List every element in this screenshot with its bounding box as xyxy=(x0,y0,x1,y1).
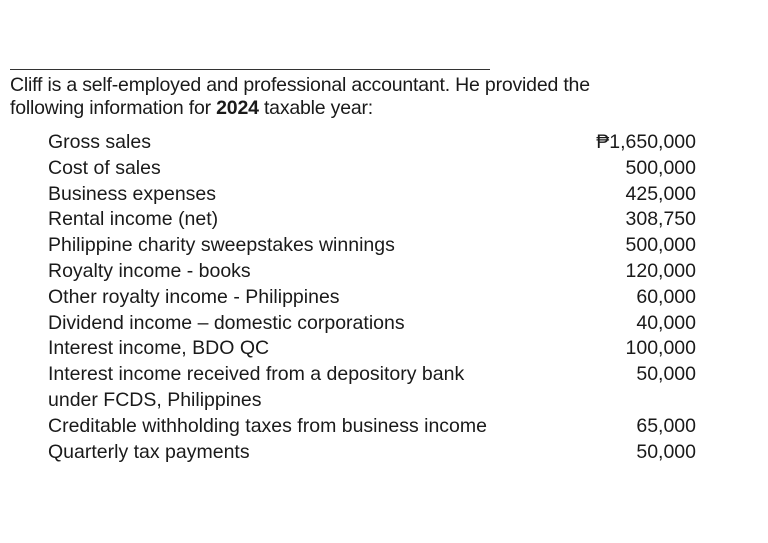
item-row-business-expenses xyxy=(48,182,708,208)
item-label: Other royalty income - Philippines xyxy=(48,285,340,308)
item-row-gross-sales xyxy=(48,130,708,156)
item-row-royalty-books xyxy=(48,259,708,285)
item-amount: 40,000 xyxy=(636,311,696,334)
item-label: Dividend income – domestic corporations xyxy=(48,311,405,334)
item-amount: 308,750 xyxy=(625,208,696,231)
item-amount: 100,000 xyxy=(625,337,696,360)
taxable-year: 2024 xyxy=(216,97,259,119)
item-amount: 65,000 xyxy=(636,414,696,437)
intro-line-2 xyxy=(10,97,710,120)
item-label: Cost of sales xyxy=(48,156,161,179)
item-label: Royalty income - books xyxy=(48,259,251,282)
item-row-creditable-withholding xyxy=(48,414,708,440)
item-label: Rental income (net) xyxy=(48,208,219,231)
intro-line-2-prefix: following information for xyxy=(10,97,217,119)
item-amount: 50,000 xyxy=(636,363,696,386)
item-row-interest-bdo xyxy=(48,336,708,362)
item-label: Philippine charity sweepstakes winnings xyxy=(48,234,395,257)
item-row-interest-fcds xyxy=(48,362,708,414)
item-row-cost-of-sales xyxy=(48,156,708,182)
item-amount: 425,000 xyxy=(625,182,696,205)
intro-line-1: Cliff is a self-employed and professional accountant. He provided the xyxy=(10,74,590,96)
item-label: Business expenses xyxy=(48,182,217,205)
item-row-quarterly-payments xyxy=(48,440,708,466)
item-amount: 500,000 xyxy=(625,234,696,257)
item-row-other-royalty xyxy=(48,285,708,311)
item-label: Gross sales xyxy=(48,131,151,153)
problem-intro xyxy=(10,74,710,120)
item-amount: ₱1,650,000 xyxy=(596,131,696,153)
intro-line-2-suffix: taxable year: xyxy=(258,97,374,119)
item-row-dividend-income xyxy=(48,311,708,337)
item-label: Creditable withholding taxes from business income xyxy=(48,414,487,437)
item-label: Interest income received from a depository bank under FCDS, Philippines xyxy=(48,363,465,411)
item-label: Quarterly tax payments xyxy=(48,440,250,463)
item-amount: 500,000 xyxy=(625,156,696,179)
income-items-list xyxy=(48,130,708,465)
item-row-rental-income xyxy=(48,207,708,233)
item-label: Interest income, BDO QC xyxy=(48,337,270,360)
item-amount: 120,000 xyxy=(625,259,696,282)
item-amount: 60,000 xyxy=(636,285,696,308)
top-divider xyxy=(10,69,490,70)
item-row-pcso-winnings xyxy=(48,233,708,259)
item-amount: 50,000 xyxy=(636,440,696,463)
